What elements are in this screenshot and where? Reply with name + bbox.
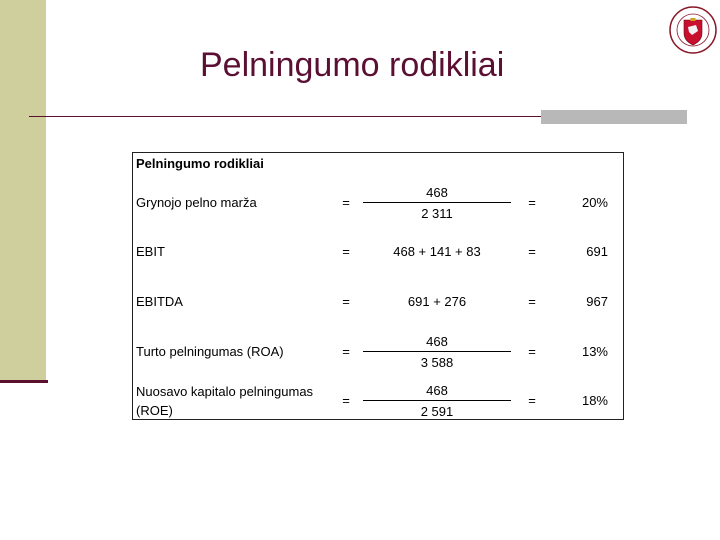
title-divider — [29, 116, 541, 117]
equals-sign: = — [342, 294, 350, 309]
denominator: 3 588 — [420, 355, 454, 370]
denominator: 2 311 — [421, 206, 453, 221]
denominator: 2 591 — [420, 404, 454, 419]
slide-title: Pelningumo rodikliai — [200, 46, 505, 84]
equals-sign: = — [528, 195, 536, 210]
result-value: 18% — [581, 393, 608, 408]
profitability-table — [132, 152, 624, 420]
result-value: 20% — [581, 195, 608, 210]
result-value: 13% — [581, 344, 608, 359]
fraction-line — [363, 400, 511, 401]
expression: 691 + 276 — [407, 294, 467, 309]
equals-sign: = — [342, 195, 350, 210]
equals-sign: = — [528, 294, 536, 309]
title-divider-gray — [541, 110, 687, 124]
equals-sign: = — [528, 344, 536, 359]
fraction-line — [363, 351, 511, 352]
equals-sign: = — [528, 393, 536, 408]
university-logo — [668, 5, 718, 55]
row-label-roe: Nuosavo kapitalo pelningumas — [136, 384, 314, 399]
result-value: 691 — [586, 244, 608, 259]
row-label-net-margin: Grynojo pelno marža — [136, 195, 257, 210]
side-decor-bar — [0, 0, 46, 380]
row-label-ebitda: EBITDA — [136, 294, 183, 309]
fraction-line — [363, 202, 511, 203]
numerator: 468 — [426, 383, 448, 398]
equals-sign: = — [528, 244, 536, 259]
row-label-roa: Turto pelningumas (ROA) — [136, 344, 284, 359]
numerator: 468 — [426, 334, 448, 349]
side-decor-accent — [0, 380, 48, 383]
result-value: 967 — [586, 294, 608, 309]
row-label-ebit: EBIT — [136, 244, 165, 259]
table-title: Pelningumo rodikliai — [136, 156, 264, 171]
row-label-roe-abbrev: (ROE) — [136, 403, 173, 418]
equals-sign: = — [342, 393, 350, 408]
numerator: 468 — [426, 185, 448, 200]
equals-sign: = — [342, 344, 350, 359]
equals-sign: = — [342, 244, 350, 259]
expression: 468 + 141 + 83 — [393, 244, 481, 259]
